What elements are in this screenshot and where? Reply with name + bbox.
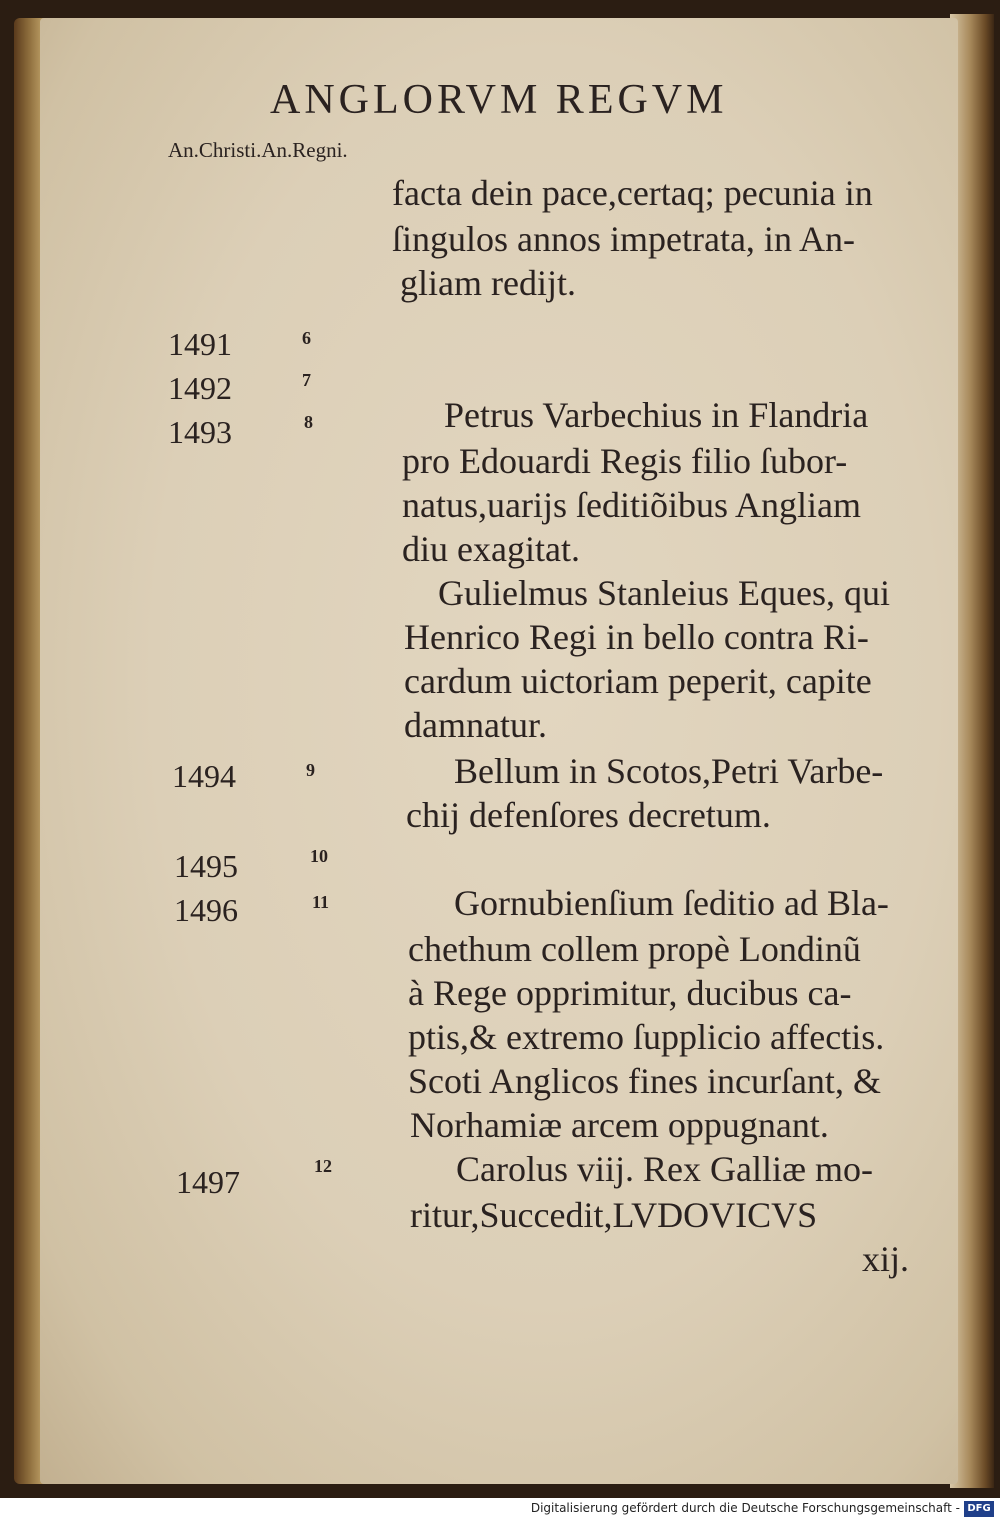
dfg-logo: DFG	[964, 1501, 994, 1517]
column-headers: An.Christi.An.Regni.	[168, 138, 348, 162]
regnal-year: 9	[306, 760, 315, 780]
text-line: ritur,Succedit,LVDOVICVS	[410, 1195, 818, 1235]
regnal-year: 6	[302, 328, 311, 348]
text-line: chethum collem propè Londinũ	[408, 929, 861, 969]
year-entry: 1495	[174, 848, 238, 884]
text-line: Henrico Regi in bello contra Ri-	[404, 617, 869, 657]
text-line: diu exagitat.	[402, 529, 580, 569]
text-line: Carolus viij. Rex Galliæ mo-	[456, 1149, 873, 1189]
regnal-year: 10	[310, 846, 328, 866]
footer-credit: Digitalisierung gefördert durch die Deutsche Forschungsgemeinschaft -	[530, 1501, 960, 1515]
text-line: ſingulos annos impetrata, in An-	[392, 219, 855, 259]
text-line: cardum uictoriam peperit, capite	[404, 661, 872, 701]
year-entry: 1494	[172, 758, 236, 794]
regnal-year: 8	[304, 412, 313, 432]
year-entry: 1491	[168, 326, 232, 362]
regnal-year: 11	[312, 892, 330, 912]
regnal-year: 12	[314, 1156, 332, 1176]
digitization-footer	[0, 1498, 1000, 1521]
year-entry: 1493	[168, 414, 232, 450]
text-line: Norhamiæ arcem oppugnant.	[410, 1105, 829, 1145]
text-line: chij defenſores decretum.	[406, 795, 771, 835]
regnal-year: 7	[302, 370, 311, 390]
text-line: natus,uarijs ſeditiõibus Angliam	[402, 485, 861, 525]
year-entry: 1497	[176, 1164, 240, 1200]
text-line: ptis,& extremo ſupplicio affectis.	[408, 1017, 885, 1057]
text-line: damnatur.	[404, 705, 547, 745]
text-line: à Rege opprimitur, ducibus ca-	[408, 973, 852, 1013]
text-line: Scoti Anglicos fines incurſant, &	[408, 1061, 881, 1101]
text-line: Gornubienſium ſeditio ad Bla-	[454, 883, 889, 923]
year-entry: 1492	[168, 370, 232, 406]
text-line: pro Edouardi Regis filio ſubor-	[402, 441, 848, 481]
running-head: ANGLORVM REGVM	[270, 77, 728, 123]
text-line: gliam redijt.	[400, 263, 576, 303]
text-line: Bellum in Scotos,Petri Varbe-	[454, 751, 884, 791]
year-entry: 1496	[174, 892, 238, 928]
text-line: Gulielmus Stanleius Eques, qui	[438, 573, 890, 613]
text-line: xij.	[862, 1239, 910, 1279]
text-line: Petrus Varbechius in Flandria	[444, 395, 869, 435]
text-line: facta dein pace,certaq; pecunia in	[392, 173, 873, 213]
